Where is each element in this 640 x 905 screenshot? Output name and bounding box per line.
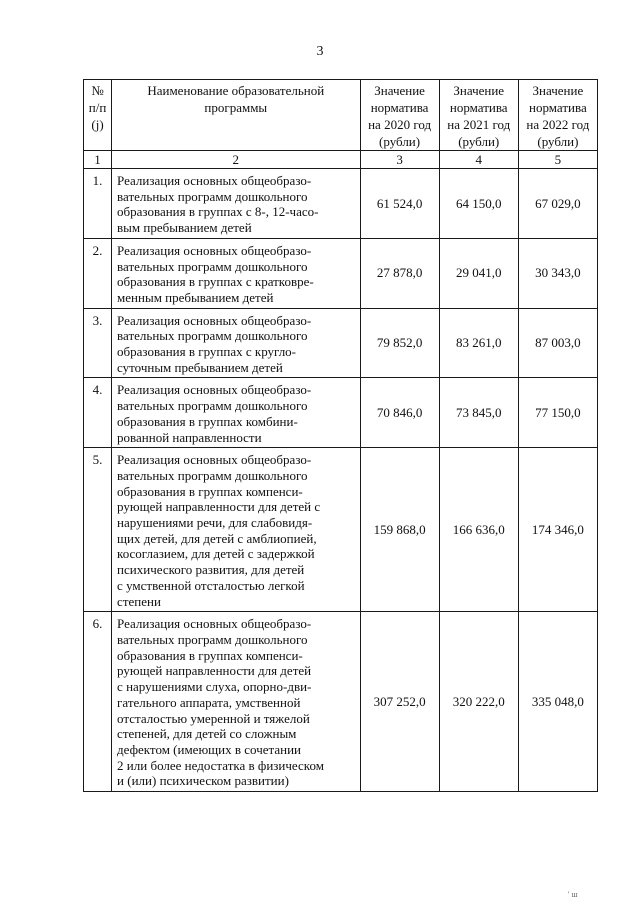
column-number: 5 bbox=[518, 151, 597, 169]
value-2022: 30 343,0 bbox=[518, 238, 597, 308]
standards-table bbox=[83, 79, 598, 792]
program-name-line: 2 или более недостатка в физическом bbox=[117, 757, 324, 773]
table-row bbox=[84, 308, 598, 378]
value-2022: 77 150,0 bbox=[518, 378, 597, 448]
program-name-line: образования в группах комбини- bbox=[117, 413, 298, 429]
row-number: 3. bbox=[84, 308, 112, 378]
program-name-line: Реализация основных общеобразо- bbox=[117, 452, 312, 468]
program-name-line: с нарушениями слуха, опорно-дви- bbox=[117, 679, 312, 695]
program-name-line: степеней, для детей со сложным bbox=[117, 726, 297, 742]
program-name bbox=[112, 308, 360, 378]
row-number: 5. bbox=[84, 448, 112, 612]
column-number: 3 bbox=[360, 151, 439, 169]
program-name-line: Реализация основных общеобразо- bbox=[117, 382, 312, 398]
value-2020: 79 852,0 bbox=[360, 308, 439, 378]
row-number: 1. bbox=[84, 169, 112, 239]
value-2022: 87 003,0 bbox=[518, 308, 597, 378]
program-name-line: суточным пребыванием детей bbox=[117, 359, 283, 375]
program-name-line: образования в группах с кратковре- bbox=[117, 274, 314, 290]
program-name-line: Реализация основных общеобразо- bbox=[117, 616, 312, 632]
program-name-line: вательных программ дошкольного bbox=[117, 467, 308, 483]
program-name-line: гательного аппарата, умственной bbox=[117, 694, 301, 710]
value-2022: 335 048,0 bbox=[518, 612, 597, 792]
value-2021: 83 261,0 bbox=[439, 308, 518, 378]
page-number: 3 bbox=[316, 44, 324, 59]
table-row bbox=[84, 238, 598, 308]
header-number: № п/п (j) bbox=[84, 80, 112, 151]
value-2022: 174 346,0 bbox=[518, 448, 597, 612]
row-number: 4. bbox=[84, 378, 112, 448]
program-name-line: рующей направленности для детей с bbox=[117, 499, 321, 515]
row-number: 6. bbox=[84, 612, 112, 792]
table-row bbox=[84, 612, 598, 792]
program-name bbox=[112, 448, 360, 612]
program-name-line: образования в группах с кругло- bbox=[117, 344, 297, 360]
program-name-line: психического развития, для детей bbox=[117, 562, 305, 578]
header-program-name: Наименование образовательной программы bbox=[112, 80, 360, 151]
column-number-row bbox=[84, 151, 598, 169]
program-name-line: образования в группах с 8-, 12-часо- bbox=[117, 204, 319, 220]
program-name bbox=[112, 238, 360, 308]
value-2021: 29 041,0 bbox=[439, 238, 518, 308]
header-row bbox=[84, 80, 598, 151]
value-2020: 307 252,0 bbox=[360, 612, 439, 792]
table-row bbox=[84, 448, 598, 612]
program-name-line: менным пребыванием детей bbox=[117, 289, 274, 305]
program-name-line: вательных программ дошкольного bbox=[117, 188, 308, 204]
program-name-line: рующей направленности для детей bbox=[117, 663, 312, 679]
table-row bbox=[84, 378, 598, 448]
program-name-line: Реализация основных общеобразо- bbox=[117, 173, 312, 188]
program-name-line: дефектом (имеющих в сочетании bbox=[117, 741, 301, 757]
value-2021: 73 845,0 bbox=[439, 378, 518, 448]
column-number: 4 bbox=[439, 151, 518, 169]
header-value-2020: Значение норматива на 2020 год (рубли) bbox=[360, 80, 439, 151]
program-name-line: щих детей, для детей с амблиопией, bbox=[117, 530, 317, 546]
program-name bbox=[112, 612, 360, 792]
footer-mark: ' ш bbox=[568, 890, 578, 899]
value-2020: 61 524,0 bbox=[360, 169, 439, 239]
program-name-line: Реализация основных общеобразо- bbox=[117, 242, 312, 258]
program-name-line: вательных программ дошкольного bbox=[117, 328, 308, 344]
program-name-line: вательных программ дошкольного bbox=[117, 398, 308, 414]
program-name-line: степени bbox=[117, 593, 161, 609]
program-name-line: с умственной отсталостью легкой bbox=[117, 577, 305, 593]
program-name-line: вательных программ дошкольного bbox=[117, 258, 308, 274]
program-name-line: вательных программ дошкольного bbox=[117, 631, 308, 647]
row-number: 2. bbox=[84, 238, 112, 308]
header-value-2022: Значение норматива на 2022 год (рубли) bbox=[518, 80, 597, 151]
program-name bbox=[112, 169, 360, 239]
value-2020: 27 878,0 bbox=[360, 238, 439, 308]
table-row bbox=[84, 169, 598, 239]
column-number: 2 bbox=[112, 151, 360, 169]
value-2021: 166 636,0 bbox=[439, 448, 518, 612]
program-name bbox=[112, 378, 360, 448]
program-name-line: отсталостью умеренной и тяжелой bbox=[117, 710, 310, 726]
value-2021: 64 150,0 bbox=[439, 169, 518, 239]
program-name-line: образования в группах компенси- bbox=[117, 647, 303, 663]
value-2020: 70 846,0 bbox=[360, 378, 439, 448]
program-name-line: рованной направленности bbox=[117, 429, 262, 445]
program-name-line: косоглазием, для детей с задержкой bbox=[117, 546, 315, 562]
program-name-line: и (или) психическом развитии) bbox=[117, 773, 289, 789]
column-number: 1 bbox=[84, 151, 112, 169]
value-2022: 67 029,0 bbox=[518, 169, 597, 239]
value-2021: 320 222,0 bbox=[439, 612, 518, 792]
program-name-line: вым пребыванием детей bbox=[117, 220, 252, 236]
value-2020: 159 868,0 bbox=[360, 448, 439, 612]
program-name-line: образования в группах компенси- bbox=[117, 483, 303, 499]
program-name-line: Реализация основных общеобразо- bbox=[117, 312, 312, 328]
program-name-line: нарушениями речи, для слабовидя- bbox=[117, 515, 313, 531]
table-body bbox=[84, 169, 598, 792]
header-value-2021: Значение норматива на 2021 год (рубли) bbox=[439, 80, 518, 151]
